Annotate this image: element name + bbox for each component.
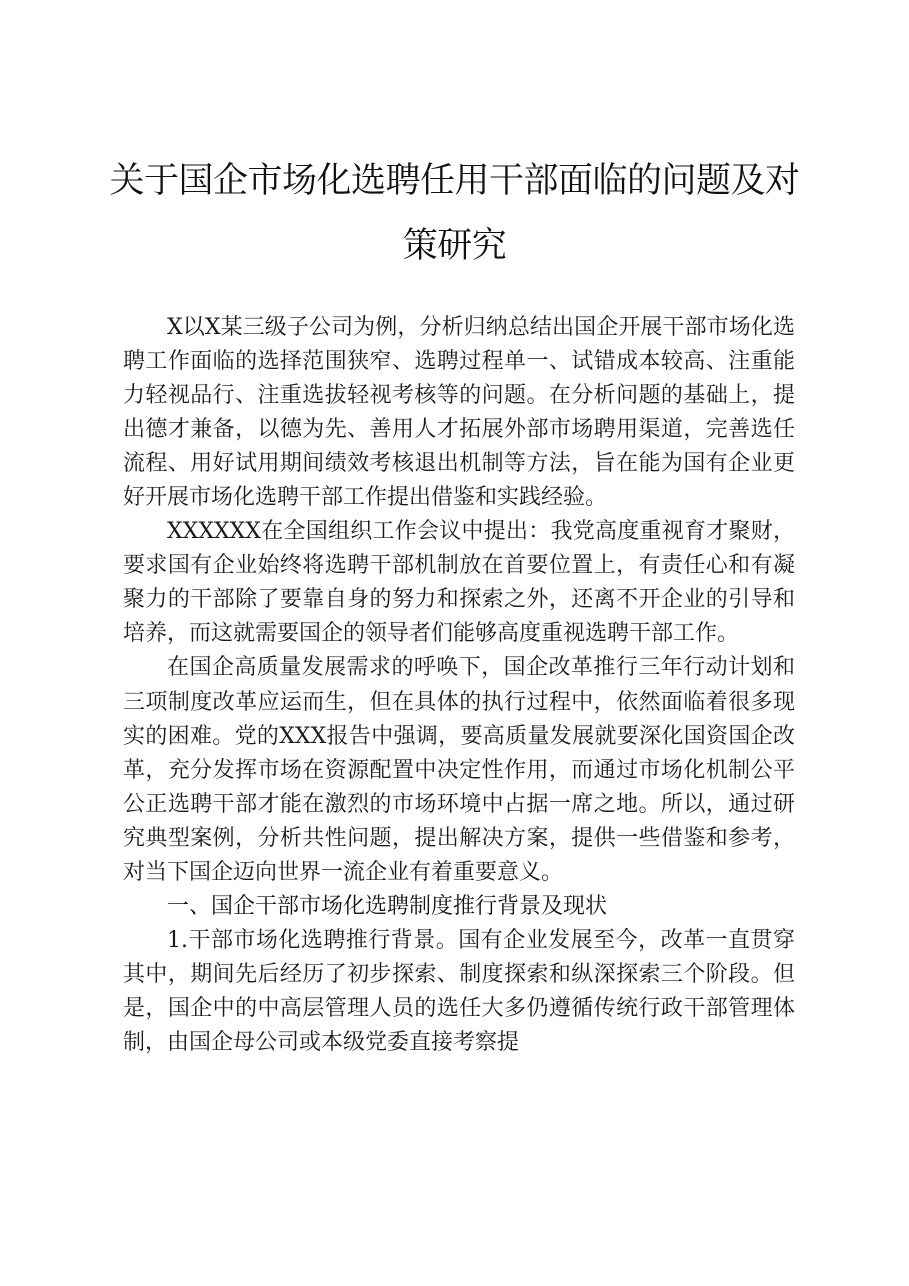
document-title-line-1: 关于国企市场化选聘任用干部面临的问题及对 [109,161,800,201]
section-paragraph: 1.干部市场化选聘推行背景。国有企业发展至今，改革一直贯穿其中，期间先后经历了初步探索、制度探索和纵深探索三个阶段。但是，国企中的中高层管理人员的选任大多仍遵循传统行政干部管理体制，由国企母公司或本级党委直接考察提 [123,927,795,1055]
body-paragraph: XXXXXX在全国组织工作会议中提出：我党高度重视育才聚财，要求国有企业始终将选聘干部机制放在首要位置上，有责任心和有凝聚力的干部除了要靠自身的努力和探索之外，还离不开企业的引导和培养，而这就需要国企的领导者们能够高度重视选聘干部工作。 [123,519,795,647]
abstract-paragraph: X以X某三级子公司为例，分析归纳总结出国企开展干部市场化选聘工作面临的选择范围狭窄、选聘过程单一、试错成本较高、注重能力轻视品行、注重选拔轻视考核等的问题。在分析问题的基础上，提出德才兼备，以德为先、善用人才拓展外部市场聘用渠道，完善选任流程、用好试用期间绩效考核退出机制等方法，旨在能为国有企业更好开展市场化选聘干部工作提出借鉴和实践经验。 [123,315,795,511]
section-heading: 一、国企干部市场化选聘制度推行背景及现状 [167,893,608,919]
body-paragraph: 在国企高质量发展需求的呼唤下，国企改革推行三年行动计划和三项制度改革应运而生，但在具体的执行过程中，依然面临着很多现实的困难。党的XXX报告中强调，要高质量发展就要深化国资国企改革，充分发挥市场在资源配置中决定性作用，而通过市场化机制公平公正选聘干部才能在激烈的市场环境中占据一席之地。所以，通过研究典型案例，分析共性问题，提出解决方案，提供一些借鉴和参考，对当下国企迈向世界一流企业有着重要意义。 [123,655,795,885]
document-title-line-2: 策研究 [402,226,507,266]
document-body [123,311,795,1060]
